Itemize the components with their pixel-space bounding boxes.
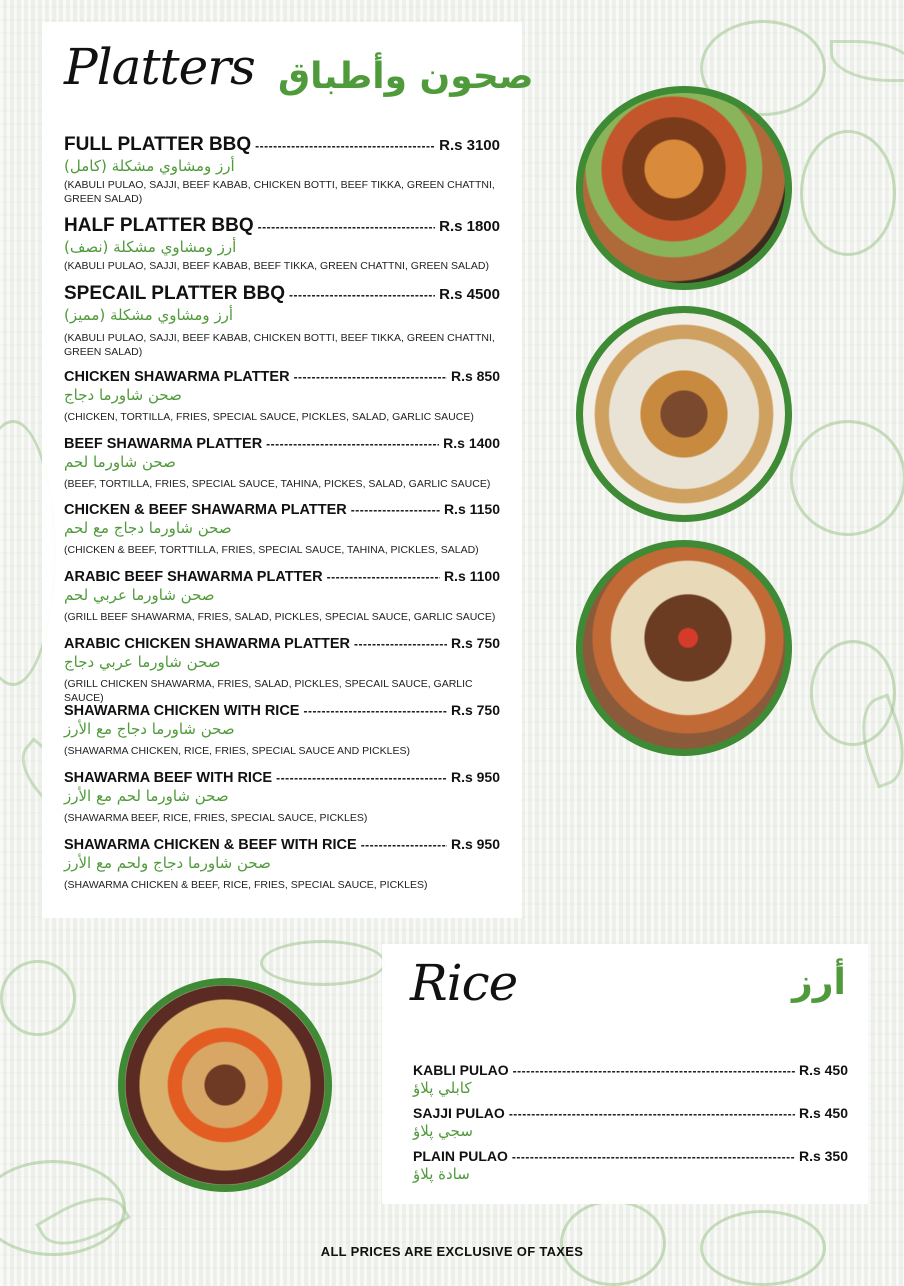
menu-item xyxy=(64,635,500,705)
item-price: R.s 450 xyxy=(798,1105,848,1121)
item-description: (CHICKEN, TORTILLA, FRIES, SPECIAL SAUCE, PICKLES, SALAD, GARLIC SAUCE) xyxy=(64,411,474,423)
item-description: (GRILL BEEF SHAWARMA, FRIES, SALAD, PICKLES, SPECIAL SAUCE, GARLIC SAUCE) xyxy=(64,611,496,623)
kabuli-pulao-photo xyxy=(118,978,332,1192)
item-name: HALF PLATTER BBQ xyxy=(64,215,254,236)
item-price: R.s 1100 xyxy=(443,568,500,584)
leader-dashes xyxy=(258,220,435,234)
item-name: SPECAIL PLATTER BBQ xyxy=(64,283,285,304)
item-name: BEEF SHAWARMA PLATTER xyxy=(64,436,263,452)
item-name: SAJJI PULAO xyxy=(413,1105,505,1121)
menu-item xyxy=(64,501,500,557)
item-name: KABLI PULAO xyxy=(413,1062,509,1078)
item-name-arabic: سجي پلاؤ xyxy=(413,1122,473,1140)
item-price: R.s 450 xyxy=(798,1062,848,1078)
shawarma-platter-photo xyxy=(576,306,792,522)
item-name-arabic: صحن شاورما دجاج مع الأرز xyxy=(64,720,235,738)
shawarma-rice-photo xyxy=(576,540,792,756)
menu-item xyxy=(64,568,500,624)
item-name-arabic: صحن شاورما لحم مع الأرز xyxy=(64,787,229,805)
leader-dashes xyxy=(289,288,435,302)
item-description: (BEEF, TORTILLA, FRIES, SPECIAL SAUCE, TAHINA, PICKES, SALAD, GARLIC SAUCE) xyxy=(64,478,491,490)
tax-disclaimer: ALL PRICES ARE EXCLUSIVE OF TAXES xyxy=(320,1244,584,1259)
item-price: R.s 3100 xyxy=(439,137,500,154)
leader-dashes xyxy=(513,1064,795,1078)
background-leaf xyxy=(830,40,904,82)
leader-dashes xyxy=(509,1107,795,1121)
rice-item xyxy=(413,1062,848,1098)
leader-dashes xyxy=(351,503,440,517)
leader-dashes xyxy=(276,771,447,785)
item-price: R.s 4500 xyxy=(439,286,500,303)
item-name-arabic: صحن شاورما عربي لحم xyxy=(64,586,215,604)
leader-dashes xyxy=(327,570,440,584)
item-name: SHAWARMA CHICKEN WITH RICE xyxy=(64,703,300,719)
item-name-arabic: أرز ومشاوي مشكلة (مميز) xyxy=(64,306,234,324)
item-price: R.s 750 xyxy=(450,702,500,718)
item-description: (KABULI PULAO, SAJJI, BEEF KABAB, CHICKEN BOTTI, BEEF TIKKA, GREEN CHATTNI, GREEN SALAD) xyxy=(64,179,495,205)
leader-dashes xyxy=(354,637,447,651)
item-price: R.s 1400 xyxy=(443,435,500,451)
menu-item xyxy=(64,368,500,424)
item-name-arabic: صحن شاورما عربي دجاج xyxy=(64,653,221,671)
leader-dashes xyxy=(294,370,447,384)
leader-dashes xyxy=(255,139,435,153)
menu-item xyxy=(64,836,500,892)
background-doodle xyxy=(560,1200,666,1286)
item-name: ARABIC BEEF SHAWARMA PLATTER xyxy=(64,569,323,585)
menu-item xyxy=(64,435,500,491)
leader-dashes xyxy=(512,1150,795,1164)
platters-title: Platters xyxy=(64,38,255,96)
item-description: (CHICKEN & BEEF, TORTTILLA, FRIES, SPECIAL SAUCE, TAHINA, PICKLES, SALAD) xyxy=(64,544,479,556)
rice-item xyxy=(413,1105,848,1141)
item-name: SHAWARMA CHICKEN & BEEF WITH RICE xyxy=(64,837,357,853)
menu-item xyxy=(64,769,500,825)
item-name: CHICKEN & BEEF SHAWARMA PLATTER xyxy=(64,502,347,518)
rice-title-arabic: أرز xyxy=(792,962,846,1003)
item-price: R.s 1800 xyxy=(439,218,500,235)
background-doodle xyxy=(800,130,896,256)
item-name-arabic: سادة پلاؤ xyxy=(413,1165,470,1183)
rice-title: Rice xyxy=(410,954,518,1012)
item-description: (KABULI PULAO, SAJJI, BEEF KABAB, CHICKEN BOTTI, BEEF TIKKA, GREEN CHATTNI, GREEN SALAD) xyxy=(64,332,495,358)
item-name-arabic: أرز ومشاوي مشكلة (نصف) xyxy=(64,238,237,256)
item-name: PLAIN PULAO xyxy=(413,1148,508,1164)
leader-dashes xyxy=(361,838,447,852)
item-name-arabic: أرز ومشاوي مشكلة (كامل) xyxy=(64,157,235,175)
item-description: (SHAWARMA BEEF, RICE, FRIES, SPECIAL SAUCE, PICKLES) xyxy=(64,812,368,824)
background-doodle xyxy=(790,420,904,536)
menu-item xyxy=(64,215,500,273)
item-description: (GRILL CHICKEN SHAWARMA, FRIES, SALAD, PICKLES, SPECAIL SAUCE, GARLIC SAUCE) xyxy=(64,678,473,704)
item-price: R.s 950 xyxy=(450,836,500,852)
item-name-arabic: صحن شاورما لحم xyxy=(64,453,176,471)
rice-item xyxy=(413,1148,848,1184)
leader-dashes xyxy=(303,704,446,718)
item-name-arabic: صحن شاورما دجاج مع لحم xyxy=(64,519,232,537)
item-price: R.s 750 xyxy=(450,635,500,651)
menu-item xyxy=(64,702,500,758)
item-price: R.s 1150 xyxy=(443,501,500,517)
bbq-platter-photo xyxy=(576,86,792,290)
item-name: ARABIC CHICKEN SHAWARMA PLATTER xyxy=(64,636,350,652)
item-name: SHAWARMA BEEF WITH RICE xyxy=(64,770,273,786)
item-name-arabic: صحن شاورما دجاج xyxy=(64,386,182,404)
item-name-arabic: صحن شاورما دجاج ولحم مع الأرز xyxy=(64,854,271,872)
item-description: (KABULI PULAO, SAJJI, BEEF KABAB, BEEF TIKKA, GREEN CHATTNI, GREEN SALAD) xyxy=(64,260,489,272)
item-description: (SHAWARMA CHICKEN & BEEF, RICE, FRIES, SPECIAL SAUCE, PICKLES) xyxy=(64,879,428,891)
menu-item xyxy=(64,134,500,206)
item-description: (SHAWARMA CHICKEN, RICE, FRIES, SPECIAL SAUCE AND PICKLES) xyxy=(64,745,410,757)
platters-title-arabic: صحون وأطباق xyxy=(278,56,534,97)
item-name-arabic: كابلي پلاؤ xyxy=(413,1079,472,1097)
item-name: CHICKEN SHAWARMA PLATTER xyxy=(64,369,290,385)
menu-item xyxy=(64,283,500,359)
item-price: R.s 950 xyxy=(450,769,500,785)
item-price: R.s 850 xyxy=(450,368,500,384)
item-name: FULL PLATTER BBQ xyxy=(64,134,252,155)
background-doodle xyxy=(0,960,76,1036)
item-price: R.s 350 xyxy=(798,1148,848,1164)
leader-dashes xyxy=(266,437,439,451)
background-doodle xyxy=(260,940,386,986)
